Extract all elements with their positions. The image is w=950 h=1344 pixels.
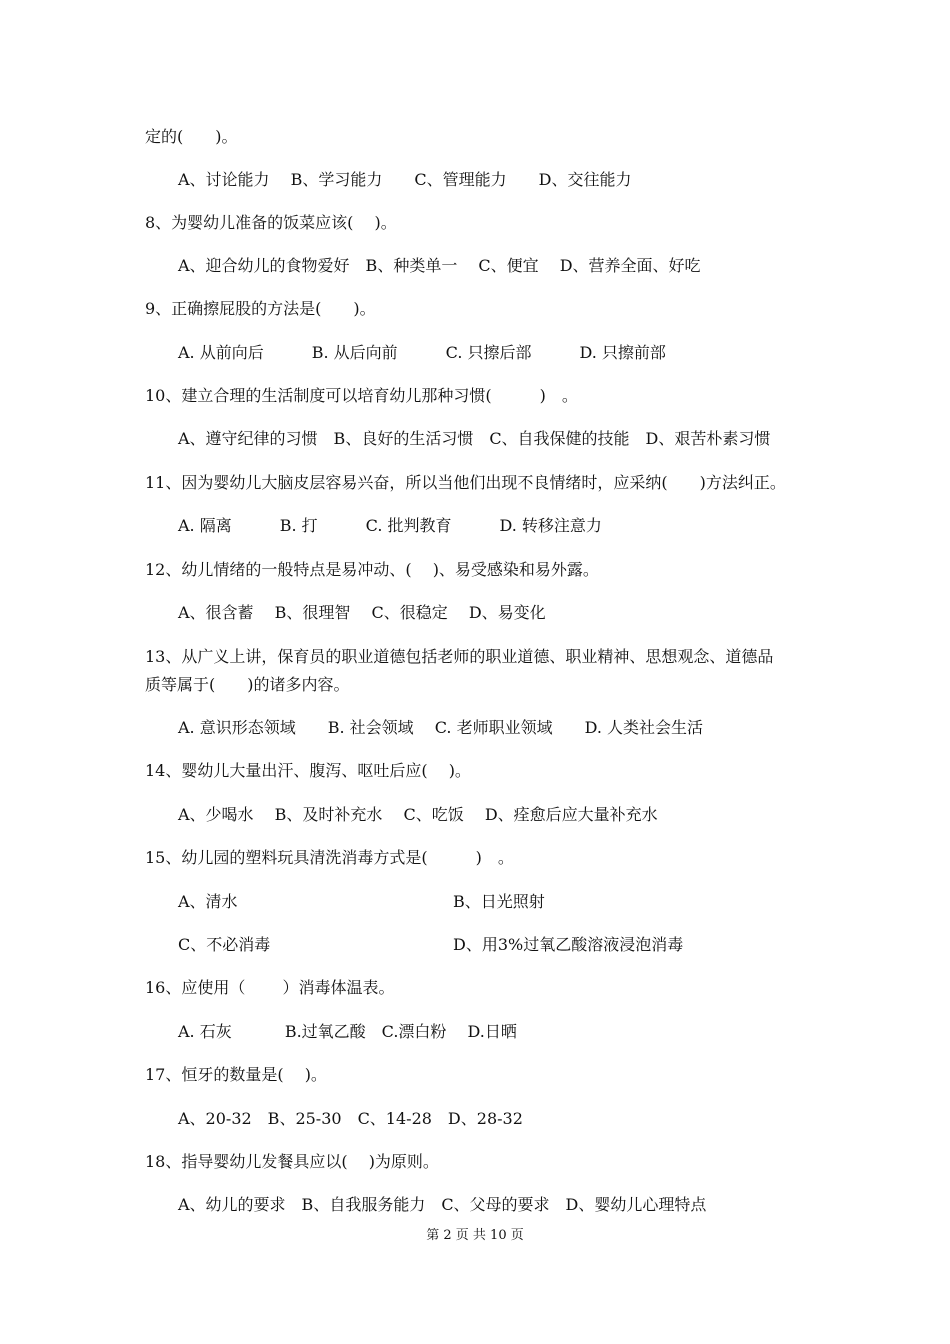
- question-13-continuation: 质等属于( )的诸多内容。: [145, 675, 350, 694]
- question-14-options: A、少喝水 B、及时补充水 C、吃饭 D、痊愈后应大量补充水: [178, 805, 658, 824]
- question-7-options: A、讨论能力 B、学习能力 C、管理能力 D、交往能力: [178, 170, 632, 189]
- question-17: 17、恒牙的数量是( )。: [145, 1065, 327, 1084]
- question-10: 10、建立合理的生活制度可以培育幼儿那种习惯( ) 。: [145, 386, 578, 405]
- question-7-continuation: 定的( )。: [145, 127, 238, 146]
- question-13-options: A. 意识形态领域 B. 社会领域 C. 老师职业领域 D. 人类社会生活: [178, 718, 704, 737]
- question-9-options: A. 从前向后 B. 从后向前 C. 只擦后部 D. 只擦前部: [178, 343, 666, 362]
- question-13: 13、从广义上讲，保育员的职业道德包括老师的职业道德、职业精神、思想观念、道德品: [145, 647, 774, 666]
- question-11: 11、因为婴幼儿大脑皮层容易兴奋，所以当他们出现不良情绪时，应采纳( )方法纠正。: [145, 473, 786, 492]
- question-16-options: A. 石灰 B.过氧乙酸 C.漂白粉 D.日晒: [178, 1022, 517, 1041]
- question-15: 15、幼儿园的塑料玩具清洗消毒方式是( ) 。: [145, 848, 514, 867]
- question-18-options: A、幼儿的要求 B、自我服务能力 C、父母的要求 D、婴幼儿心理特点: [178, 1195, 707, 1214]
- question-15-option-c: C、不必消毒: [178, 935, 271, 954]
- question-18: 18、指导婴幼儿发餐具应以( )为原则。: [145, 1152, 439, 1171]
- question-11-options: A. 隔离 B. 打 C. 批判教育 D. 转移注意力: [178, 516, 602, 535]
- question-12: 12、幼儿情绪的一般特点是易冲动、( )、易受感染和易外露。: [145, 560, 599, 579]
- question-15-option-d: D、用3%过氧乙酸溶液浸泡消毒: [453, 935, 684, 954]
- page-footer: 第 2 页 共 10 页: [426, 1228, 524, 1243]
- question-16: 16、应使用（ ）消毒体温表。: [145, 978, 395, 997]
- question-10-options: A、遵守纪律的习惯 B、良好的生活习惯 C、自我保健的技能 D、艰苦朴素习惯: [178, 429, 771, 448]
- question-8: 8、为婴幼儿准备的饭菜应该( )。: [145, 213, 397, 232]
- question-12-options: A、很含蓄 B、很理智 C、很稳定 D、易变化: [178, 603, 546, 622]
- question-14: 14、婴幼儿大量出汗、腹泻、呕吐后应( )。: [145, 761, 471, 780]
- question-15-option-a: A、清水: [178, 892, 238, 911]
- question-9: 9、正确擦屁股的方法是( )。: [145, 299, 376, 318]
- question-17-options: A、20-32 B、25-30 C、14-28 D、28-32: [178, 1109, 523, 1128]
- question-15-option-b: B、日光照射: [453, 892, 545, 911]
- question-8-options: A、迎合幼儿的食物爱好 B、种类单一 C、便宜 D、营养全面、好吃: [178, 256, 701, 275]
